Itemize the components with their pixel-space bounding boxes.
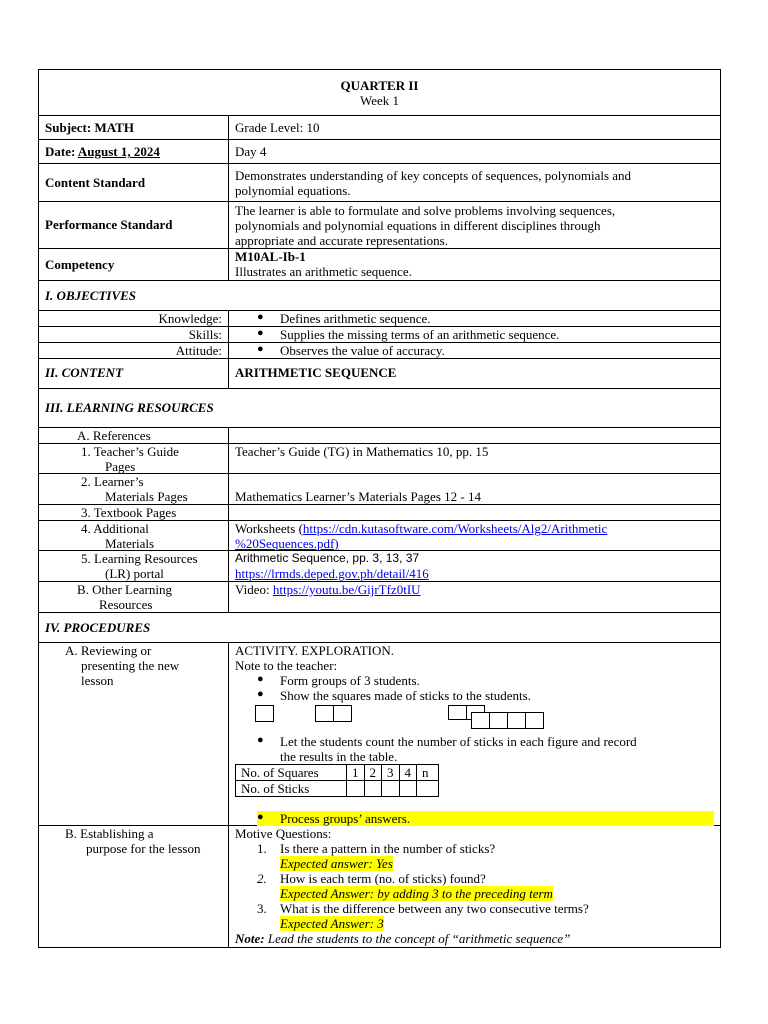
date-row (39, 140, 720, 164)
worksheets-link[interactable]: %20Sequences.pdf) (235, 536, 339, 551)
expected-answer: Expected Answer: 3 (280, 916, 384, 931)
table-cell (382, 781, 400, 797)
table-row (236, 781, 439, 797)
procedures-heading: IV. PROCEDURES (45, 620, 151, 635)
note-to-teacher: Note to the teacher: (235, 658, 338, 673)
bullet-icon: ● (257, 343, 264, 355)
performance-standard-line: The learner is able to formulate and solve problems involving sequences, (235, 203, 616, 218)
lm-label: 2. Learner’s (81, 474, 144, 489)
bullet-icon: ● (257, 811, 264, 823)
question-text: What is the difference between any two consecutive terms? (280, 901, 589, 916)
competency-code: M10AL-Ib-1 (235, 249, 306, 264)
date-value: August 1, 2024 (77, 144, 160, 159)
performance-standard-line: appropriate and accurate representations. (235, 233, 448, 248)
additional-row (39, 521, 720, 551)
table-cell: n (417, 765, 439, 781)
bullet-text: Form groups of 3 students. (280, 673, 420, 688)
bullet-icon: ● (257, 734, 264, 746)
tg-value: Teacher’s Guide (TG) in Mathematics 10, pp. 15 (235, 444, 489, 459)
other-label: B. Other Learning (77, 582, 172, 597)
performance-standard-line: polynomials and polynomial equations in different disciplines through (235, 218, 601, 233)
objectives-heading: I. OBJECTIVES (45, 288, 137, 303)
competency-text: Illustrates an arithmetic sequence. (235, 264, 412, 279)
performance-standard-label: Performance Standard (45, 217, 173, 232)
question-number: 1. (257, 841, 267, 856)
motive-label: Motive Questions: (235, 826, 332, 841)
lr-label: (LR) portal (105, 566, 164, 581)
bullet-text: Let the students count the number of sticks in each figure and record (280, 734, 637, 749)
content-heading: II. CONTENT (45, 365, 124, 380)
table-cell (417, 781, 439, 797)
lr-label: 5. Learning Resources (81, 551, 198, 566)
content-row (39, 359, 720, 389)
additional-label: Materials (105, 536, 155, 551)
resources-heading: III. LEARNING RESOURCES (45, 400, 214, 415)
table-cell: 4 (399, 765, 417, 781)
lm-label: Materials Pages (105, 489, 188, 504)
lm-row (39, 474, 720, 505)
square-figure-3 (448, 705, 467, 720)
question-number: 3. (257, 901, 267, 916)
objective-text: Supplies the missing terms of an arithmetic sequence. (280, 327, 560, 342)
procedure-b-label: purpose for the lesson (86, 841, 201, 856)
procedure-a-row (39, 643, 720, 826)
content-standard-line: Demonstrates understanding of key concepts of sequences, polynomials and (235, 168, 632, 183)
expected-answer: Expected answer: Yes (280, 856, 393, 871)
procedure-a-label: lesson (81, 673, 114, 688)
performance-standard-row (39, 202, 720, 249)
subject-row (39, 116, 720, 140)
note-text: Lead the students to the concept of “arithmetic sequence” (264, 931, 571, 946)
bullet-text: the results in the table. (280, 749, 398, 764)
table-cell: 3 (382, 765, 400, 781)
resources-heading-row (39, 389, 720, 428)
note-label: Note: (235, 931, 265, 946)
table-cell: 2 (364, 765, 382, 781)
procedure-b-row (39, 826, 720, 947)
question-text: How is each term (no. of sticks) found? (280, 871, 486, 886)
video-link[interactable]: https://youtu.be/GijrTfz0tIU (272, 582, 421, 597)
content-standard-row (39, 164, 720, 202)
header-row (39, 70, 720, 116)
square-figure-2 (315, 705, 334, 722)
tg-label: 1. Teacher’s Guide (81, 444, 179, 459)
bullet-icon: ● (257, 673, 264, 685)
grade-level: Grade Level: 10 (235, 120, 320, 135)
square-figure-4 (507, 712, 526, 729)
textbook-row (39, 505, 720, 521)
tg-label: Pages (105, 459, 136, 474)
date-label: Date: (45, 144, 76, 159)
bullet-icon: ● (257, 688, 264, 700)
references-label: A. References (77, 428, 151, 443)
competency-label: Competency (45, 257, 115, 272)
square-figure-4 (525, 712, 544, 729)
bullet-icon: ● (257, 311, 264, 323)
procedure-a-label: presenting the new (81, 658, 180, 673)
question-number: 2. (257, 871, 267, 886)
objective-label: Attitude: (175, 343, 222, 358)
week-label: Week 1 (359, 93, 400, 108)
lm-value: Mathematics Learner’s Materials Pages 12 - 14 (235, 489, 481, 504)
textbook-label: 3. Textbook Pages (81, 505, 177, 520)
worksheets-label: Worksheets ( (235, 521, 303, 536)
procedure-a-label: A. Reviewing or (65, 643, 152, 658)
worksheets-link[interactable]: https://cdn.kutasoftware.com/Worksheets/Alg2/Arithmetic (302, 521, 608, 536)
other-label: Resources (99, 597, 153, 612)
content-standard-label: Content Standard (45, 175, 146, 190)
table-cell (347, 781, 365, 797)
content-standard-line: polynomial equations. (235, 183, 351, 198)
table-cell (364, 781, 382, 797)
content-value: ARITHMETIC SEQUENCE (235, 365, 397, 380)
subject-value: MATH (94, 120, 134, 135)
competency-row (39, 249, 720, 281)
table-cell: 1 (347, 765, 365, 781)
objective-label: Knowledge: (158, 311, 222, 326)
quarter-title: QUARTER II (340, 78, 419, 93)
bullet-text: Process groups’ answers. (280, 811, 411, 826)
objectives-heading-row (39, 281, 720, 311)
subject-label: Subject: (45, 120, 92, 135)
objective-attitude-row (39, 343, 720, 359)
question-text: Is there a pattern in the number of sticks? (280, 841, 496, 856)
square-figure-4 (489, 712, 508, 729)
procedures-heading-row (39, 613, 720, 643)
other-resources-row (39, 582, 720, 613)
objective-skills-row (39, 327, 720, 343)
lr-text: Arithmetic Sequence, pp. 3, 13, 37 (235, 551, 420, 565)
tg-row (39, 444, 720, 474)
expected-answer: Expected Answer: by adding 3 to the preceding term (280, 886, 553, 901)
bullet-text: Show the squares made of sticks to the students. (280, 688, 531, 703)
additional-label: 4. Additional (81, 521, 149, 536)
objective-text: Defines arithmetic sequence. (280, 311, 431, 326)
day-label: Day 4 (235, 144, 267, 159)
square-figure-2 (333, 705, 352, 722)
lesson-plan-sheet (38, 69, 721, 948)
activity-title: ACTIVITY. EXPLORATION. (235, 643, 395, 658)
objective-label: Skills: (188, 327, 222, 342)
table-cell: No. of Squares (236, 765, 347, 781)
objective-knowledge-row (39, 311, 720, 327)
table-row (236, 765, 439, 781)
procedure-b-label: B. Establishing a (65, 826, 154, 841)
video-label: Video: (235, 582, 273, 597)
references-row (39, 428, 720, 444)
objective-text: Observes the value of accuracy. (280, 343, 445, 358)
lr-portal-row (39, 551, 720, 582)
table-cell (399, 781, 417, 797)
square-figure-1 (255, 705, 274, 722)
bullet-icon: ● (257, 327, 264, 339)
table-cell: No. of Sticks (236, 781, 347, 797)
lr-link[interactable]: https://lrmds.deped.gov.ph/detail/416 (235, 566, 429, 581)
sticks-table (235, 764, 439, 797)
square-figure-4 (471, 712, 490, 729)
